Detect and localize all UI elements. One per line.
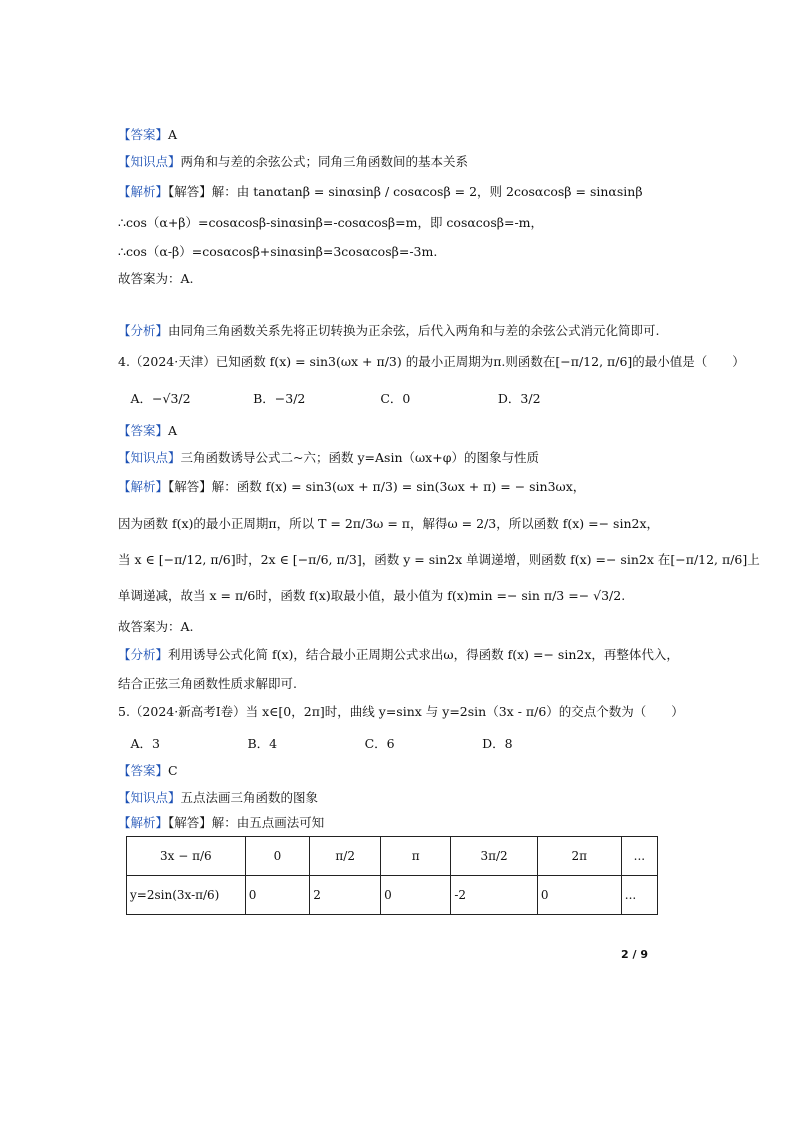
text-line [118, 814, 324, 832]
table-cell: 0 [537, 876, 621, 915]
text-line [118, 153, 468, 171]
text-line [118, 703, 684, 721]
text-line [118, 322, 660, 340]
line-text: 当 x ∈ [−π/12, π/6]时，2x ∈ [−π/6, π/3]，函数 y = sin2x 单调递增，则函数 f(x) =− sin2x 在[−π/12, π/6]上 [118, 552, 760, 567]
line-text: 由同角三角函数关系先将正切转换为正余弦，后代入两角和与差的余弦公式消元化简即可. [168, 323, 660, 338]
table-cell: π [381, 837, 451, 876]
table-row [127, 876, 658, 915]
text-line [118, 270, 194, 288]
table-cell: 0 [245, 837, 310, 876]
section-tag: 【知识点】 [118, 790, 181, 805]
table-cell: 0 [245, 876, 310, 915]
text-line [118, 422, 177, 440]
section-tag: 【知识点】 [118, 154, 181, 169]
table-cell: 2π [537, 837, 621, 876]
line-text: ∴cos（α+β）=cosαcosβ-sinαsinβ=-cosαcosβ=m，即 cosαcosβ=-m， [118, 215, 544, 230]
line-text: 五点法画三角函数的图象 [180, 790, 319, 805]
table-cell: ... [621, 876, 657, 915]
section-tag: 【分析】 [118, 647, 169, 662]
line-text: A．−√3/2 B．−3/2 C．0 D．3/2 [118, 391, 541, 406]
text-line [118, 762, 178, 780]
text-line [118, 214, 543, 232]
line-text: 【解答】解：由五点画法可知 [168, 815, 325, 830]
line-text: A [168, 423, 178, 438]
text-line [118, 789, 318, 807]
text-line [118, 183, 643, 201]
line-text: C [168, 763, 178, 778]
table-cell: π/2 [310, 837, 381, 876]
line-text: 利用诱导公式化简 f(x)，结合最小正周期公式求出ω，得函数 f(x) =− sin2x，再整体代入， [168, 647, 679, 662]
section-tag: 【解析】 [118, 184, 169, 199]
line-text: 4.（2024·天津）已知函数 f(x) = sin3(ωx + π/3) 的最小正周期为π.则函数在[−π/12, π/6]的最小值是（ ） [118, 354, 745, 369]
line-text: 三角函数诱导公式二~六；函数 y=Asin（ωx+φ）的图象与性质 [180, 450, 539, 465]
text-line [118, 353, 745, 371]
text-line [118, 478, 585, 496]
section-tag: 【答案】 [118, 763, 169, 778]
table-cell: y=2sin(3x-π/6) [127, 876, 246, 915]
table-cell: 3π/2 [451, 837, 537, 876]
table-header-row [127, 837, 658, 876]
text-line [118, 646, 679, 664]
text-line [118, 618, 194, 636]
line-text: 结合正弦三角函数性质求解即可. [118, 676, 297, 691]
table-cell: 2 [310, 876, 381, 915]
line-text: 两角和与差的余弦公式；同角三角函数间的基本关系 [180, 154, 469, 169]
table-cell: 0 [381, 876, 451, 915]
section-tag: 【答案】 [118, 127, 169, 142]
section-tag: 【解析】 [118, 479, 169, 494]
line-text: 单调递减，故当 x = π/6时，函数 f(x)取最小值，最小值为 f(x)min =− sin π/3 =− √3/2. [118, 588, 626, 603]
line-text: 【解答】解：由 tanαtanβ = sinαsinβ / cosαcosβ = 2，则 2cosαcosβ = sinαsinβ [168, 184, 643, 199]
line-text: 故答案为：A. [118, 271, 194, 286]
five-point-table [126, 836, 658, 915]
line-text: 故答案为：A. [118, 619, 194, 634]
text-line [118, 587, 625, 605]
table-cell: -2 [451, 876, 537, 915]
text-line [118, 515, 659, 533]
line-text: 5.（2024·新高考Ⅰ卷）当 x∈[0，2π]时，曲线 y=sinx 与 y=2sin（3x - π/6）的交点个数为（ ） [118, 704, 684, 719]
text-line [118, 735, 513, 753]
line-text: ∴cos（α-β）=cosαcosβ+sinαsinβ=3cosαcosβ=-3m. [118, 244, 438, 259]
line-text: A [168, 127, 178, 142]
text-line [118, 449, 539, 467]
text-line [118, 551, 760, 569]
text-line [118, 126, 177, 144]
table-cell: 3x − π/6 [127, 837, 246, 876]
section-tag: 【分析】 [118, 323, 169, 338]
text-line [118, 675, 297, 693]
text-line [118, 390, 541, 408]
section-tag: 【答案】 [118, 423, 169, 438]
line-text: 【解答】解：函数 f(x) = sin3(ωx + π/3) = sin(3ωx + π) = − sin3ωx， [168, 479, 586, 494]
page-number: 2 / 9 [621, 948, 648, 961]
line-text: 因为函数 f(x)的最小正周期π，所以 T = 2π/3ω = π，解得ω = 2/3，所以函数 f(x) =− sin2x， [118, 516, 660, 531]
line-text: A．3 B．4 C．6 D．8 [118, 736, 513, 751]
table-cell: ... [621, 837, 657, 876]
section-tag: 【解析】 [118, 815, 169, 830]
text-line [118, 243, 437, 261]
section-tag: 【知识点】 [118, 450, 181, 465]
